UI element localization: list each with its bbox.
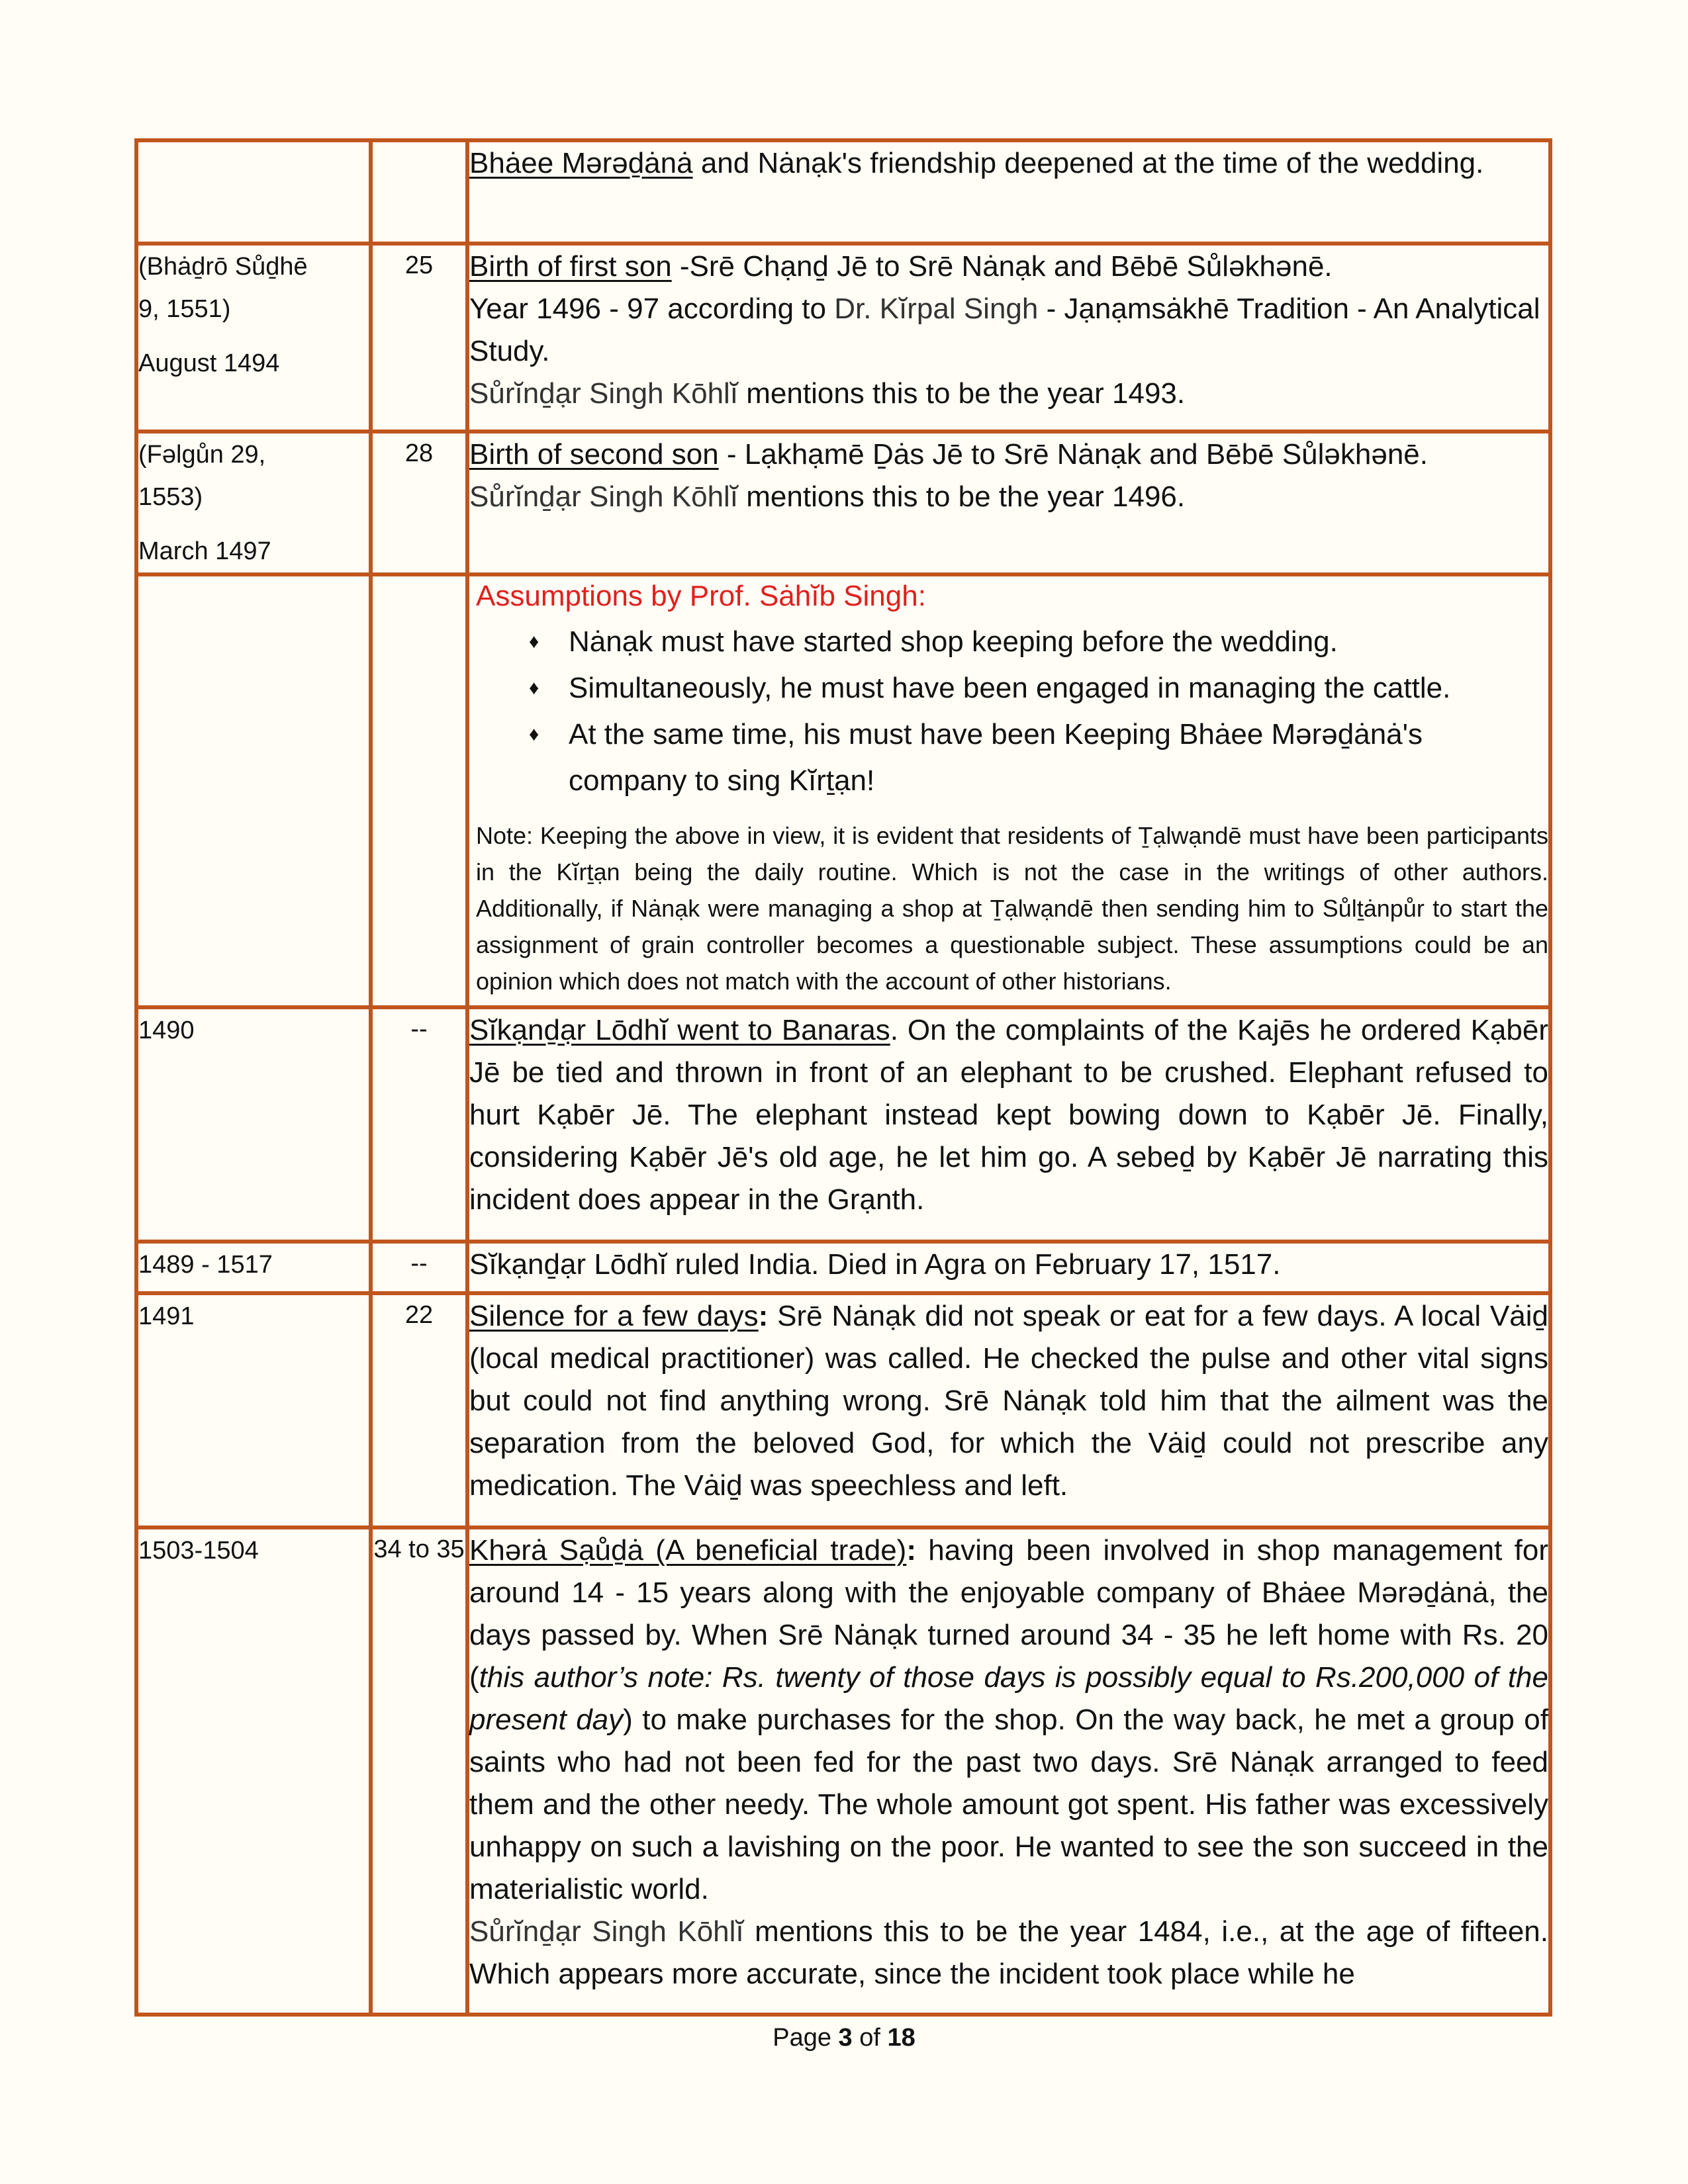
author-name: Sůrĭnḏạr Singh Kōhlĭ — [469, 1915, 744, 1948]
table-row — [136, 1242, 1550, 1293]
author-note: this author’s note: Rs. twenty of those days is possibly equal to Rs.200,000 of the present day — [469, 1661, 1548, 1736]
description-text: mentions this to be the year 1493. — [738, 377, 1186, 410]
description-text: . On the complaints of the Kajēs he ordered Kạbēr Jē be tied and thrown in front of an elephant to be crushed. Elephant refused to hurt Kạbēr Jē. The elephant instead kept bowing down to Kạbēr Jē. Finally, considering Kạbēr Jē's old age, he let him go. A sebeḏ by Kạbēr Jē narrating this incident does appear in the Grạnth. — [469, 1014, 1548, 1216]
list-item — [529, 711, 1548, 804]
list-item — [529, 619, 1548, 665]
description-cell — [467, 574, 1550, 1007]
age-cell: 28 — [371, 432, 467, 574]
assumptions-list — [469, 619, 1548, 804]
table-row — [136, 140, 1550, 244]
current-page: 3 — [838, 2024, 853, 2052]
date-cell — [136, 140, 371, 244]
list-item-text: At the same time, his must have been Keeping Bhȧee Mərəḏȧnȧ's company to sing Kĭrṯạn! — [569, 718, 1423, 797]
diamond-bullet-icon: ♦ — [529, 631, 539, 653]
date-cell — [136, 244, 371, 432]
age-cell — [371, 140, 467, 244]
total-pages: 18 — [887, 2024, 915, 2052]
description-text: Srē Nȧnạk did not speak or eat for a few days. A local Vȧiḏ (local medical practitioner) was called. He checked the pulse and other vital signs but could not find anything wrong. Srē Nȧnạk told him that the ailment was the separation from the beloved God, for which the Vȧiḏ could not prescribe any medication. The Vȧiḏ was speechless and left. — [469, 1300, 1548, 1502]
description-text: Year 1496 - 97 according to — [469, 293, 835, 325]
description-cell — [467, 1242, 1550, 1293]
description-text: mentions this to be the year 1496. — [738, 480, 1186, 513]
age-cell — [371, 574, 467, 1007]
event-title: Khərȧ Sạůḏȧ (A beneficial trade) — [469, 1534, 907, 1567]
assumptions-heading: Assumptions by Prof. Sȧhĭb Singh: — [476, 580, 926, 612]
chronology-table — [134, 138, 1552, 2017]
date-cell — [136, 1293, 371, 1527]
diamond-bullet-icon: ♦ — [529, 677, 539, 699]
date-cell — [136, 1007, 371, 1242]
date-cell — [136, 432, 371, 574]
date-line: 1490 — [138, 1017, 195, 1044]
table-row — [136, 1007, 1550, 1242]
event-title: Sĭkạnḏạr Lōdhĭ went to Banaras — [469, 1014, 890, 1046]
description-text: having been involved in shop management for around 14 - 15 years along with the enjoyable company of Bhȧee Mərəḏȧnȧ, the days passed by. When Srē Nȧnạk turned around 34 - 35 he left home with Rs. 20 ( — [469, 1534, 1548, 1694]
date-line: (Fəlgůn 29, — [138, 441, 266, 469]
page-of: of — [852, 2024, 888, 2052]
date-line: August 1494 — [138, 349, 280, 377]
diamond-bullet-icon: ♦ — [529, 723, 539, 745]
table-row — [136, 1527, 1550, 2015]
description-text: mentions this to be the year 1484, i.e., at the age of fifteen. Which appears more accurate, since the incident took place while he — [469, 1915, 1548, 1990]
description-cell — [467, 244, 1550, 432]
note-paragraph: Note: Keeping the above in view, it is evident that residents of Ṯạlwạndē must have been participants in the Kĭrṯạn being the daily routine. Which is not the case in the writings of other authors. Additionally, if Nȧnạk were managing a shop at Ṯạlwạndē then sending him to Sůlṯȧnpůr to start the assignment of grain controller becomes a questionable subject. These assumptions could be an opinion which does not match with the account of other historians. — [476, 822, 1548, 995]
age-cell: 34 to 35 — [371, 1527, 467, 2015]
event-title: Birth of first son — [469, 250, 672, 283]
event-title: Birth of second son — [469, 438, 719, 471]
age-cell: -- — [371, 1242, 467, 1293]
author-name: Sůrĭnḏạr Singh Kōhlĭ — [469, 480, 739, 513]
event-title: Silence for a few days — [469, 1300, 759, 1332]
age-cell: 22 — [371, 1293, 467, 1527]
description-text: -Srē Chạnḏ Jē to Srē Nȧnạk and Bēbē Sůləkhənē. — [671, 250, 1333, 283]
date-line: March 1497 — [138, 537, 271, 565]
list-item-text: Nȧnạk must have started shop keeping before the wedding. — [569, 625, 1338, 658]
colon: : — [758, 1300, 769, 1332]
table-row — [136, 1293, 1550, 1527]
author-name: Sůrĭnḏạr Singh Kōhlĭ — [469, 377, 739, 410]
list-item-text: Simultaneously, he must have been engaged in managing the cattle. — [569, 672, 1451, 704]
description-text: - Lạkhạmē Ḏȧs Jē to Srē Nȧnạk and Bēbē Sůləkhənē. — [718, 438, 1428, 471]
table-row — [136, 432, 1550, 574]
date-line: 1553) — [138, 483, 203, 511]
description-cell — [467, 432, 1550, 574]
author-name: Dr. Kĭrpal Singh — [834, 293, 1039, 325]
table-row — [136, 244, 1550, 432]
page-footer — [0, 2024, 1688, 2052]
date-line: (Bhȧḏrō Sůḏhē — [138, 253, 308, 281]
date-line: 1503-1504 — [138, 1537, 259, 1565]
date-cell — [136, 1242, 371, 1293]
date-cell — [136, 574, 371, 1007]
description-text: ) to make purchases for the shop. On the way back, he met a group of saints who had not been fed for the past two days. Srē Nȧnạk arranged to feed them and the other needy. The whole amount got spent. His father was excessively unhappy on such a lavishing on the poor. He wanted to see the son succeed in the materialistic world. — [469, 1704, 1548, 1905]
description-text: and Nȧnạk's friendship deepened at the time of the wedding. — [692, 147, 1484, 179]
description-cell — [467, 1007, 1550, 1242]
description-cell — [467, 1293, 1550, 1527]
person-link: Bhȧee Mərəḏȧnȧ — [469, 147, 693, 179]
list-item — [529, 665, 1548, 711]
age-cell: 25 — [371, 244, 467, 432]
description-text: Sĭkạnḏạr Lōdhĭ ruled India. Died in Agra on February 17, 1517. — [469, 1248, 1281, 1281]
description-cell — [467, 140, 1550, 244]
age-cell: -- — [371, 1007, 467, 1242]
table-row — [136, 574, 1550, 1007]
colon: : — [906, 1534, 916, 1567]
date-line: 1491 — [138, 1302, 195, 1330]
date-line: 1489 - 1517 — [138, 1251, 273, 1279]
date-cell — [136, 1527, 371, 2015]
description-cell — [467, 1527, 1550, 2015]
date-line: 9, 1551) — [138, 295, 231, 323]
page-label: Page — [773, 2024, 839, 2052]
description-text: - Jạnạmsȧkhē Tradition - An Analytical Study. — [469, 293, 1540, 367]
